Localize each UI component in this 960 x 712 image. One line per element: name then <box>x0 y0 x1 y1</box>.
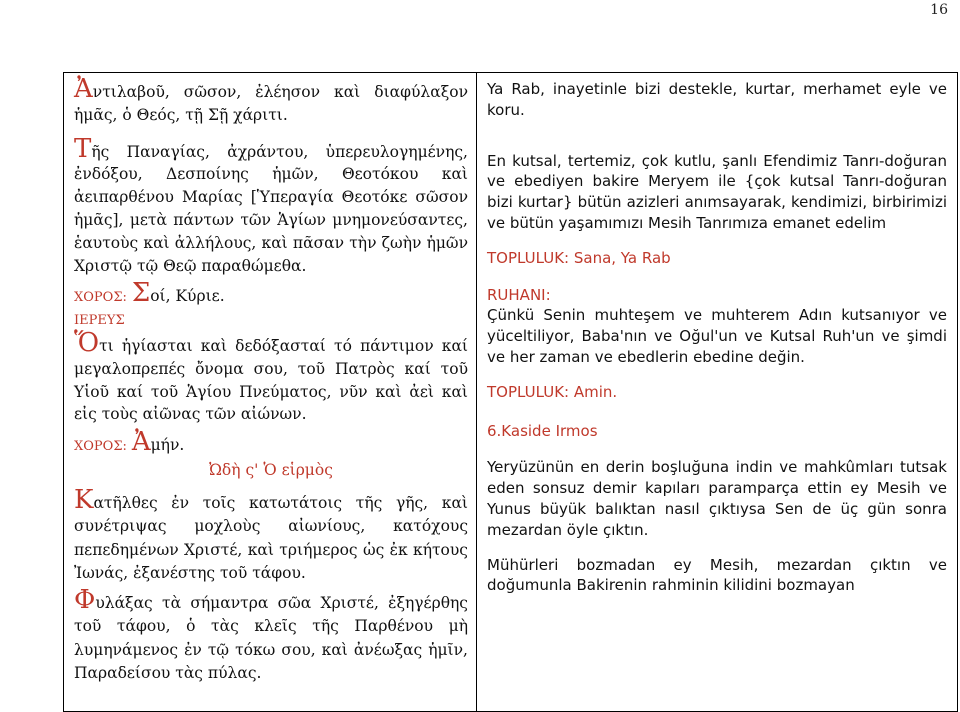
greek-text: ντιλαβοῦ, σῶσον, ἐλέησον καὶ διαφύλαξον ἡμᾶς, ὁ Θεός, τῇ Σῇ χάριτι. <box>74 83 468 124</box>
drop-cap: Σ <box>131 278 151 309</box>
choir-response-1 <box>74 278 468 310</box>
priest-label: RUHANI: <box>487 285 551 304</box>
community-response-2: TOPLULUK: Amin. <box>487 382 618 401</box>
greek-text: ατῆλθες ἐν τοῖς κατωτάτοις τῆς γῆς, καὶ συνέτριψας μοχλοὺς αἰωνίους, κατόχους πεπεδημένων Χριστέ, καὶ τριήμερος ὡς ἐκ κήτους Ἰωνάς, ἐξανέστης τοῦ τάφου. <box>74 493 468 583</box>
greek-text: τι ἡγίασται καὶ δεδόξασταί τό πάντιμον καί μεγαλοπρεπές ὄνομα σου, τοῦ Πατρὸς καί τοῦ Υἱοῦ καί τοῦ Ἁγίου Πνεύματος, νῦν καὶ ἀεὶ καὶ εἰς τοὺς αἰῶνας τῶν αἰώνων. <box>74 336 468 424</box>
page-number: 16 <box>930 2 948 18</box>
turkish-paragraph-1: Ya Rab, inayetinle bizi destekle, kurtar, merhamet eyle ve koru. <box>487 80 947 119</box>
greek-text: υλάξας τὰ σήμαντρα σῶα Χριστέ, ἐξηγέρθης τοῦ τάφου, ὁ τὰς κλεῖς τῆς Παρθένου μὴ λυμηνάμενος ἐν τῷ τόκω σου, καὶ ἀνέωξας ἡμῖν, Παραδείσου τὰς πύλας. <box>74 593 468 683</box>
greek-paragraph-2 <box>74 133 468 278</box>
greek-paragraph-4 <box>74 484 468 586</box>
turkish-paragraph-5: Mühürleri bozmadan ey Mesih, mezardan çıktın ve doğumunla Bakirenin rahminin kilidini bozmayan <box>487 555 947 595</box>
choir-label: ΧΟΡΟΣ: <box>74 439 127 455</box>
priest-label: ΙΕΡΕΥΣ <box>74 313 125 329</box>
greek-paragraph-1 <box>74 74 468 127</box>
greek-paragraph-3 <box>74 327 468 426</box>
turkish-paragraph-3: Çünkü Senin muhteşem ve muhterem Adın kutsanıyor ve yüceltiliyor, Baba'nın ve Oğul'un ve Kutsal Ruh'un ve şimdi ve her zaman ve ebedlerin ebedine değin. <box>487 306 947 366</box>
ode-heading: Ὠδὴ ς' Ὁ εἱρμὸς <box>209 460 333 479</box>
choir-label: ΧΟΡΟΣ: <box>74 290 127 306</box>
drop-cap: Κ <box>74 484 94 515</box>
drop-cap: Φ <box>74 584 96 615</box>
choir-response-2 <box>74 427 468 459</box>
greek-paragraph-5 <box>74 584 468 686</box>
turkish-column <box>477 73 957 711</box>
greek-text: ῆς Παναγίας, ἀχράντου, ὑπερευλογημένης, ἐνδόξου, Δεσποίνης ἡμῶν, Θεοτόκου καὶ ἀειπαρθένου Μαρίας [Ὑπεραγία Θεοτόκε σῶσον ἡμᾶς], μετὰ πάντων τῶν Ἁγίων μνημονεύσαντες, ἑαυτοὺς καὶ ἀλλήλους, καὶ πᾶσαν τὴν ζωὴν ἡμῶν Χριστῷ τῷ Θεῷ παραθώμεθα. <box>74 142 468 275</box>
greek-text: μήν. <box>150 436 185 455</box>
kaside-heading: 6.Kaside Irmos <box>487 421 598 440</box>
drop-cap: Ὅ <box>74 327 100 358</box>
greek-column <box>64 73 477 711</box>
drop-cap: Ἀ <box>131 427 151 458</box>
community-response-1: TOPLULUK: Sana, Ya Rab <box>487 248 671 267</box>
turkish-paragraph-4: Yeryüzünün en derin boşluğuna indin ve mahkûmları tutsak eden sonsuz demir kapıları paramparça ettin ey Mesih ve Yunus büyük balıktan nasıl çıktıysa Sen de üç gün sonra mezardan öyle çıktın. <box>487 458 947 539</box>
drop-cap: Τ <box>74 133 92 164</box>
bilingual-text-table <box>63 72 958 712</box>
greek-text: οί, Κύριε. <box>150 287 225 306</box>
turkish-paragraph-2: En kutsal, tertemiz, çok kutlu, şanlı Efendimiz Tanrı-doğuran ve ebediyen bakire Meryem ile {çok kutsal Tanrı-doğuran bizi kurtar} bütün azizleri anımsayarak, kendimizi, birbirimizi ve bütün yaşamımızı Mesih Tanrımıza emanet edelim <box>487 151 947 232</box>
drop-cap: Ἀ <box>74 74 93 104</box>
